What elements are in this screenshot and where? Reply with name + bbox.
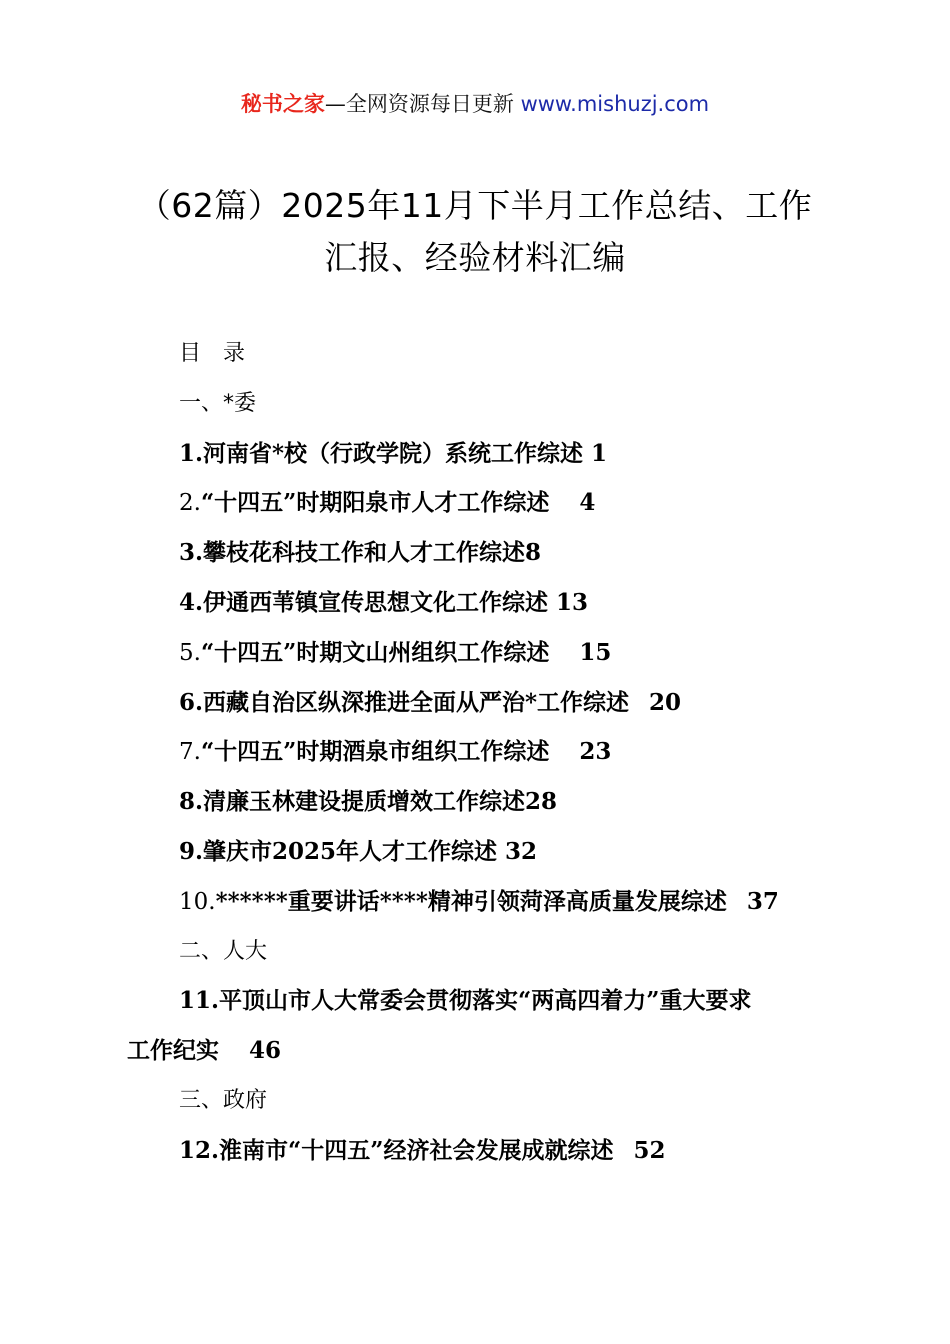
document-title — [100, 180, 850, 284]
brand-name: 秘书之家 — [240, 92, 325, 116]
toc-item-title: “十四五”时期文山州组织工作综述 — [200, 638, 550, 666]
toc-item-number: 6. — [179, 688, 204, 716]
toc-item-number: 4. — [179, 588, 204, 616]
title-line-2: 汇报、经验材料汇编 — [324, 238, 626, 277]
toc-item-title: 西藏自治区纵深推进全面从严治*工作综述 — [203, 688, 630, 716]
toc-item[interactable] — [0, 1133, 950, 1183]
toc-item-title: “十四五”时期阳泉市人才工作综述 — [200, 489, 550, 517]
toc-item-page: 4 — [579, 489, 596, 517]
toc-item-number: 11. — [179, 987, 220, 1015]
toc-item-page: 1 — [591, 439, 608, 467]
toc-item-number: 3. — [179, 539, 204, 567]
toc-heading-row — [0, 336, 950, 386]
toc-item-title: 肇庆市2025年人才工作综述 — [203, 837, 498, 865]
toc-item-title: 淮南市“十四五”经济社会发展成就综述 — [219, 1136, 614, 1164]
toc-item-page: 46 — [249, 1037, 282, 1065]
toc-section-row — [0, 934, 950, 984]
toc-item-page: 37 — [746, 887, 779, 915]
toc-item[interactable] — [0, 983, 950, 1083]
toc-item-title: 平顶山市人大常委会贯彻落实“两高四着力”重大要求 — [219, 987, 752, 1015]
toc-section-party-committee: 一、*委 — [179, 390, 257, 416]
toc-item-title: 攀枝花科技工作和人才工作综述 — [203, 539, 526, 567]
toc-item-page: 23 — [579, 738, 612, 766]
toc-item-page: 28 — [525, 788, 558, 816]
toc-item[interactable] — [0, 485, 950, 535]
banner-slogan: —全网资源每日更新 — [324, 92, 521, 116]
toc-section-row — [0, 1083, 950, 1133]
toc-item-title: ******重要讲话****精神引领菏泽高质量发展综述 — [215, 887, 727, 915]
toc-item[interactable] — [0, 436, 950, 486]
toc-item-title: “十四五”时期酒泉市组织工作综述 — [200, 738, 550, 766]
toc-item-number: 10. — [179, 888, 216, 915]
title-line-1: （62篇）2025年11月下半月工作总结、工作 — [137, 186, 813, 225]
toc-item-page: 8 — [525, 539, 542, 567]
toc-item-title: 河南省*校（行政学院）系统工作综述 — [203, 439, 584, 467]
toc-item[interactable] — [0, 685, 950, 735]
toc-item-page: 32 — [505, 837, 538, 865]
toc-item-number: 1. — [179, 439, 204, 467]
toc-item-number: 12. — [179, 1136, 220, 1164]
toc-item-title-continued: 工作纪实 — [127, 1037, 219, 1065]
site-url-link[interactable]: www.mishuzj.com — [520, 92, 710, 116]
toc-item-number: 8. — [179, 788, 204, 816]
toc-item-page: 15 — [579, 638, 612, 666]
table-of-contents — [0, 336, 950, 1183]
toc-item[interactable] — [0, 635, 950, 685]
toc-item-title: 清廉玉林建设提质增效工作综述 — [203, 788, 526, 816]
toc-section-government: 三、政府 — [179, 1087, 268, 1113]
toc-section-npc: 二、人大 — [179, 938, 268, 964]
toc-item-page: 20 — [649, 688, 682, 716]
toc-heading: 目 录 — [179, 341, 246, 366]
toc-item-page: 52 — [633, 1136, 666, 1164]
toc-item[interactable] — [0, 834, 950, 884]
site-banner — [0, 88, 950, 120]
toc-item-number: 2. — [179, 490, 201, 517]
toc-item-title: 伊通西苇镇宣传思想文化工作综述 — [203, 588, 549, 616]
toc-item[interactable] — [0, 734, 950, 784]
toc-section-row — [0, 386, 950, 436]
toc-item-number: 9. — [179, 837, 204, 865]
toc-item[interactable] — [0, 585, 950, 635]
toc-item[interactable] — [0, 784, 950, 834]
toc-item[interactable] — [0, 884, 950, 934]
toc-item-number: 7. — [179, 739, 201, 766]
toc-item[interactable] — [0, 535, 950, 585]
toc-item-page: 13 — [556, 588, 589, 616]
toc-item-number: 5. — [179, 639, 201, 666]
